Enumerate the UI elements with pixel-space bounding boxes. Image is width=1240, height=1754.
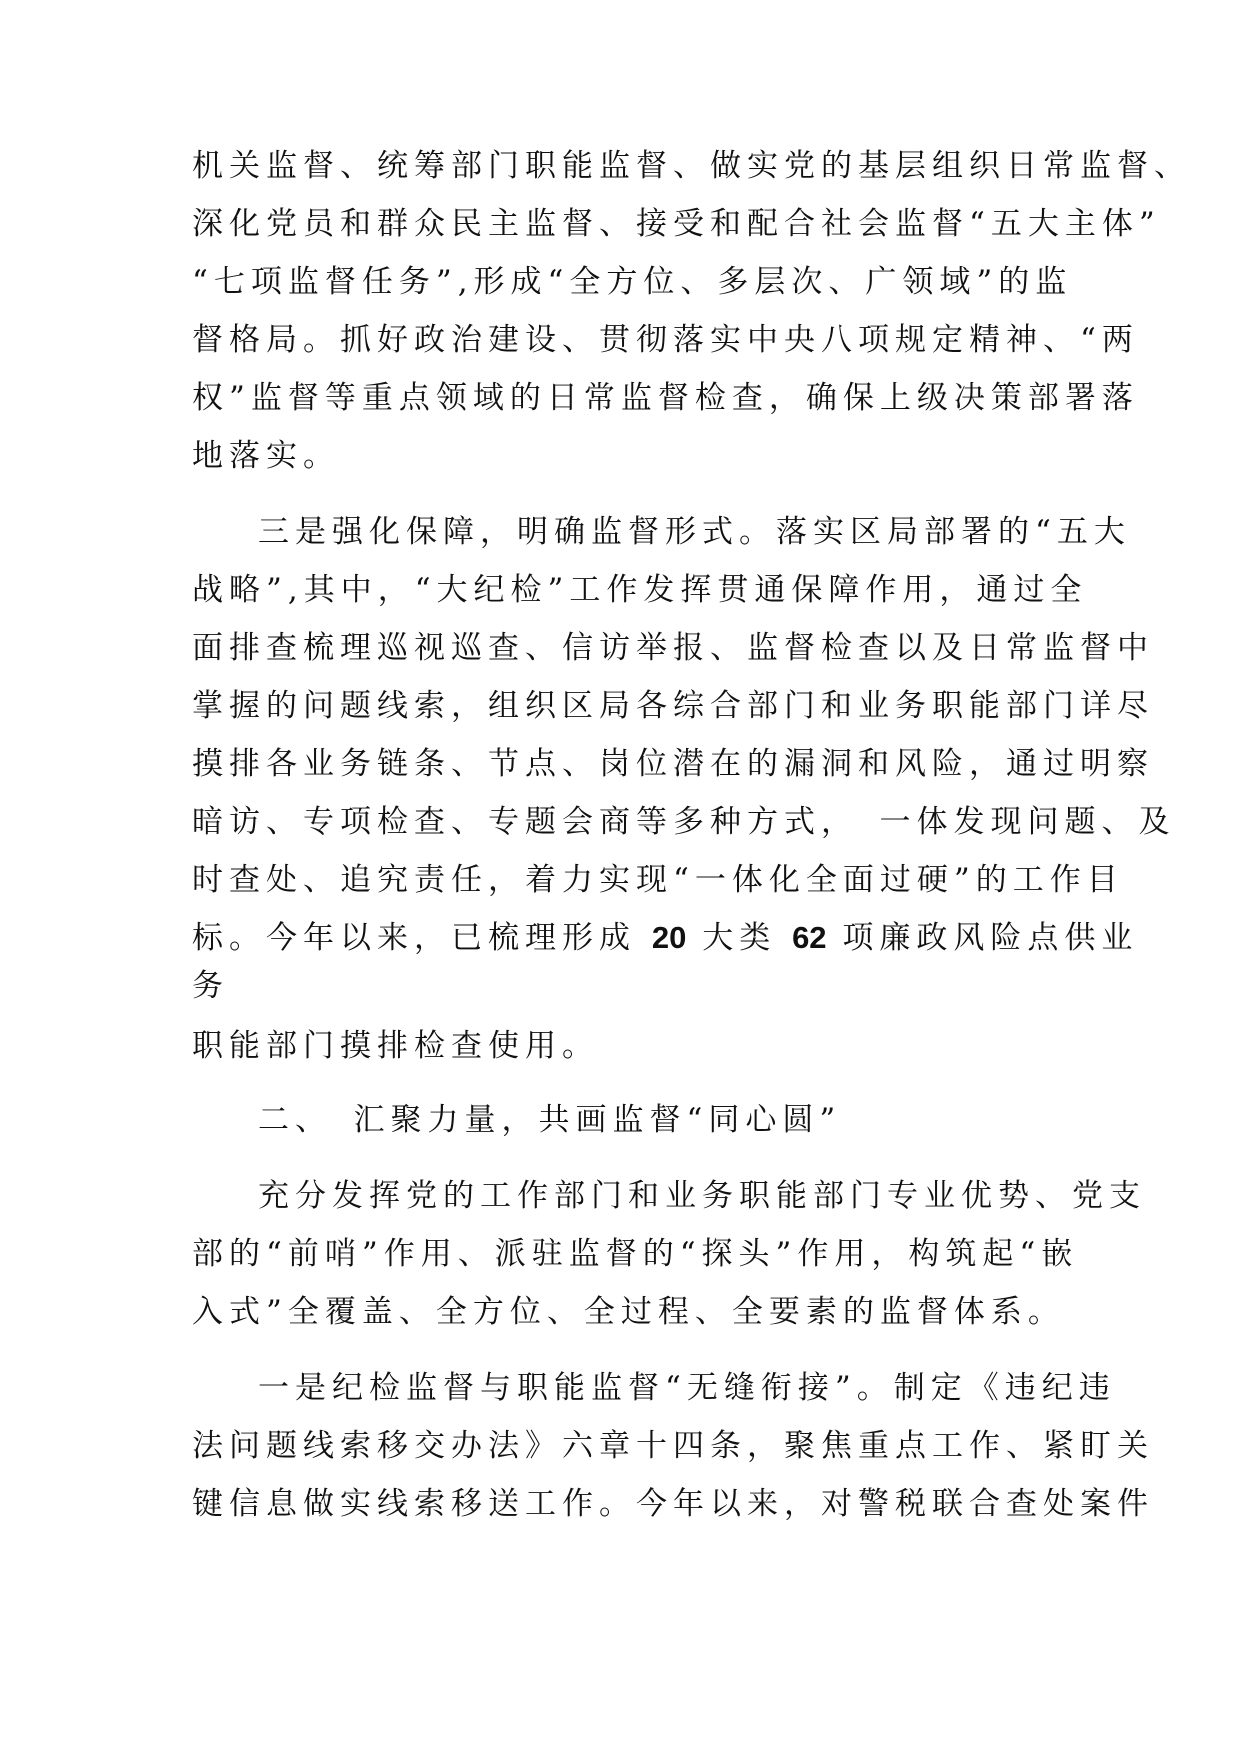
text-line: 部的“前哨”作用、派驻监督的“探头”作用，构筑起“嵌 (192, 1236, 1079, 1272)
text-line: “七项监督任务”,形成“全方位、多层次、广领域”的监 (192, 264, 1073, 300)
text-fragment: 项廉政风险点供业 (826, 920, 1139, 956)
text-line: 时查处、追究责任，着力实现“一体化全面过硬”的工作目 (192, 862, 1124, 898)
text-line: 机关监督、统筹部门职能监督、做实党的基层组织日常监督、 (192, 148, 1191, 184)
count-risk-points: 62 (792, 920, 827, 955)
text-fragment: 标。今年以来，已梳理形成 (192, 920, 652, 956)
text-line: 暗访、专项检查、专题会商等多种方式， 一体发现问题、及 (192, 804, 1176, 840)
text-line: 入式”全覆盖、全方位、全过程、全要素的监督体系。 (192, 1294, 1065, 1330)
text-line: 三是强化保障，明确监督形式。落实区局部署的“五大 (258, 514, 1131, 550)
text-line: 面排查梳理巡视巡查、信访举报、监督检查以及日常监督中 (192, 630, 1154, 666)
text-line: 键信息做实线索移送工作。今年以来，对警税联合查处案件 (192, 1486, 1154, 1522)
section-heading: 二、 汇聚力量，共画监督“同心圆” (258, 1102, 842, 1138)
text-line: 法问题线索移交办法》六章十四条，聚焦重点工作、紧盯关 (192, 1428, 1154, 1464)
text-line: 深化党员和群众民主监督、接受和配合社会监督“五大主体” (192, 206, 1161, 242)
text-line: 战略”,其中，“大纪检”工作发挥贯通保障作用，通过全 (192, 572, 1088, 608)
text-line: 地落实。 (192, 438, 340, 474)
text-line: 充分发挥党的工作部门和业务职能部门专业优势、党支 (258, 1178, 1146, 1214)
text-line: 职能部门摸排检查使用。 (192, 1028, 599, 1064)
count-categories: 20 (651, 920, 687, 955)
text-line: 一是纪检监督与职能监督“无缝衔接”。制定《违纪违 (258, 1370, 1116, 1406)
text-line: 权”监督等重点领域的日常监督检查，确保上级决策部署落 (192, 380, 1139, 416)
text-line: 掌握的问题线索，组织区局各综合部门和业务职能部门详尽 (192, 688, 1154, 724)
text-line: 摸排各业务链条、节点、岗位潜在的漏洞和风险，通过明察 (192, 746, 1154, 782)
text-fragment: 大类 (686, 920, 793, 956)
text-line: 督格局。抓好政治建设、贯彻落实中央八项规定精神、“两 (192, 322, 1139, 358)
text-line: 务 (192, 968, 229, 1004)
